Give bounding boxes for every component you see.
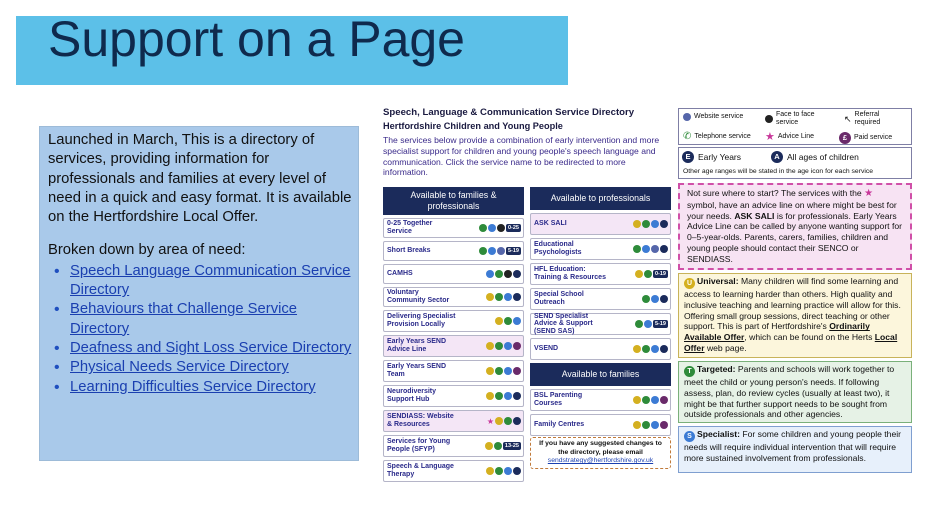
service-row[interactable] bbox=[530, 238, 671, 260]
service-row[interactable] bbox=[530, 338, 671, 360]
service-row[interactable] bbox=[530, 414, 671, 436]
directory-title: Speech, Language & Communication Service Directory bbox=[383, 107, 635, 118]
telephone-icon bbox=[642, 421, 650, 429]
service-row[interactable] bbox=[383, 385, 524, 407]
telephone-icon bbox=[642, 295, 650, 303]
learning-difficulties-directory-link[interactable]: Learning Difficulties Service Directory bbox=[70, 378, 316, 395]
face-to-face-icon bbox=[765, 115, 773, 123]
universal-text-2: , which can be found on the Herts bbox=[744, 332, 873, 343]
universal-text-3: web page. bbox=[706, 342, 747, 353]
deafness-directory-link[interactable]: Deafness and Sight Loss Service Directory bbox=[70, 339, 352, 356]
age-tag: 13-25 bbox=[504, 443, 519, 449]
web-icon bbox=[651, 396, 659, 404]
service-row[interactable] bbox=[530, 389, 671, 411]
service-name[interactable]: Neurodiversity Support Hub bbox=[387, 388, 437, 403]
icon-key bbox=[678, 108, 912, 145]
web-icon bbox=[504, 367, 512, 375]
age-tag: 5-19 bbox=[507, 248, 519, 254]
age-key-row bbox=[682, 151, 859, 163]
universal-icon bbox=[486, 392, 494, 400]
universal-icon bbox=[635, 270, 643, 278]
key-item bbox=[765, 133, 814, 141]
contact-text: If you have any suggested changes to the directory, please email bbox=[539, 440, 662, 456]
service-name[interactable]: SENDIASS: Website & Resources bbox=[387, 413, 454, 428]
service-name[interactable]: Early Years SEND Team bbox=[387, 363, 447, 378]
ask-sali-label: ASK SALI bbox=[734, 210, 775, 221]
families-only-heading: Available to families bbox=[530, 363, 671, 386]
web-icon bbox=[651, 220, 659, 228]
key-label: Face to face service bbox=[776, 111, 815, 126]
early-years-icon bbox=[660, 396, 668, 404]
professionals-heading: Available to professionals bbox=[530, 187, 671, 210]
web-icon bbox=[513, 317, 521, 325]
web-icon bbox=[504, 392, 512, 400]
list-item bbox=[48, 262, 352, 301]
universal-text: Many children will find some learning and access to learning harder than others. High quality and inclusive teaching and learning practice will allow for this. Offering small group sessions, direct teaching or other support. This is part of Hertfordshire's bbox=[684, 276, 901, 332]
service-row[interactable] bbox=[383, 218, 524, 238]
service-name[interactable]: Voluntary Community Sector bbox=[387, 289, 450, 304]
behaviours-directory-link[interactable]: Behaviours that Challenge Service Directory bbox=[70, 301, 298, 337]
all-ages-icon bbox=[660, 345, 668, 353]
service-name[interactable]: Family Centres bbox=[534, 421, 585, 429]
all-ages-icon bbox=[513, 270, 521, 278]
web-icon bbox=[651, 421, 659, 429]
service-name[interactable]: Short Breaks bbox=[387, 247, 431, 255]
telephone-icon: ✆ bbox=[683, 131, 692, 142]
web-icon bbox=[504, 293, 512, 301]
intro-box bbox=[39, 126, 359, 461]
telephone-icon bbox=[495, 367, 503, 375]
universal-icon bbox=[486, 342, 494, 350]
service-row[interactable] bbox=[383, 410, 524, 432]
local-offer-link[interactable]: Local Offer bbox=[684, 332, 898, 353]
service-row[interactable] bbox=[383, 460, 524, 482]
face-to-face-icon bbox=[504, 270, 512, 278]
list-item bbox=[48, 300, 352, 339]
contact-email-link[interactable]: sendstrategy@hertfordshire.gov.uk bbox=[547, 457, 654, 464]
telephone-icon bbox=[635, 320, 643, 328]
early-years-icon: E bbox=[682, 151, 694, 163]
breakdown-heading: Broken down by area of need: bbox=[48, 242, 246, 259]
professionals-column bbox=[530, 187, 671, 439]
web-icon bbox=[486, 270, 494, 278]
all-ages-icon bbox=[513, 293, 521, 301]
advice-line-star-icon: ★ bbox=[765, 131, 775, 143]
targeted-text: Parents and schools will work together to meet the child or young person's needs. If following assess, plan, do review cycles (usually at least two), it might be that further support needs to be sought from outside professionals and other agencies. bbox=[684, 364, 895, 420]
intro-paragraph: Launched in March, This is a directory of services, providing information for professionals and families at every level of need in a quick and easy format. It is available on the Hertfordshire Local Offer. bbox=[48, 132, 352, 226]
universal-box bbox=[678, 273, 912, 358]
specialist-label: Specialist: bbox=[697, 429, 740, 439]
list-item bbox=[48, 339, 352, 358]
telephone-icon bbox=[504, 417, 512, 425]
not-sure-text-1: Not sure where to start? The services with the bbox=[687, 188, 862, 198]
telephone-icon bbox=[479, 247, 487, 255]
universal-icon bbox=[486, 367, 494, 375]
service-row[interactable] bbox=[530, 313, 671, 335]
age-tag: 0-19 bbox=[654, 271, 666, 277]
early-years-label: Early Years bbox=[698, 152, 741, 162]
key-item bbox=[844, 111, 899, 127]
universal-icon bbox=[633, 220, 641, 228]
service-name[interactable]: HFL Education: Training & Resources bbox=[534, 266, 606, 281]
telephone-icon bbox=[495, 392, 503, 400]
service-name[interactable]: ASK SALI bbox=[534, 220, 567, 228]
website-icon bbox=[651, 245, 659, 253]
key-label: Website service bbox=[694, 113, 744, 120]
universal-icon bbox=[633, 396, 641, 404]
specialist-badge-icon: S bbox=[684, 431, 695, 442]
website-icon bbox=[497, 247, 505, 255]
specialist-box bbox=[678, 426, 912, 473]
website-icon bbox=[683, 113, 691, 121]
all-ages-icon bbox=[513, 467, 521, 475]
service-row[interactable] bbox=[383, 435, 524, 457]
service-name[interactable]: Services for Young People (SFYP) bbox=[387, 438, 451, 453]
service-row[interactable] bbox=[383, 335, 524, 357]
key-label: Referral required bbox=[854, 111, 881, 126]
service-row[interactable] bbox=[530, 288, 671, 310]
universal-icon bbox=[633, 345, 641, 353]
age-tag: 5-19 bbox=[654, 321, 666, 327]
directory-poster bbox=[383, 107, 675, 478]
telephone-icon bbox=[495, 467, 503, 475]
face-to-face-icon bbox=[497, 224, 505, 232]
early-years-icon bbox=[513, 367, 521, 375]
web-icon bbox=[488, 224, 496, 232]
all-ages-icon: A bbox=[771, 151, 783, 163]
telephone-icon bbox=[633, 245, 641, 253]
web-icon bbox=[504, 342, 512, 350]
ordinarily-available-offer-link[interactable]: Ordinarily Available Offer bbox=[684, 321, 870, 343]
age-note: Other age ranges will be stated in the age icon for each service bbox=[683, 168, 874, 175]
telephone-icon bbox=[642, 345, 650, 353]
web-icon bbox=[488, 247, 496, 255]
list-item bbox=[48, 358, 352, 377]
service-name[interactable]: Speech & Language Therapy bbox=[387, 463, 454, 478]
service-row[interactable] bbox=[383, 310, 524, 332]
all-ages-label: All ages of children bbox=[787, 152, 859, 162]
telephone-icon bbox=[642, 220, 650, 228]
web-icon bbox=[651, 295, 659, 303]
families-heading: Available to families & professionals bbox=[383, 187, 524, 215]
key-item bbox=[683, 133, 751, 141]
advice-line-star-icon: ★ bbox=[864, 188, 874, 199]
service-name[interactable]: SEND Specialist Advice & Support (SEND SAS) bbox=[534, 312, 593, 335]
service-row[interactable] bbox=[383, 287, 524, 307]
service-row[interactable] bbox=[383, 360, 524, 382]
not-sure-box bbox=[678, 183, 912, 270]
slc-directory-link[interactable]: Speech Language Communication Service Directory bbox=[70, 262, 351, 299]
universal-icon bbox=[486, 293, 494, 301]
directory-subtitle: Hertfordshire Children and Young People bbox=[383, 121, 563, 131]
slide-title: Support on a Page bbox=[48, 11, 465, 67]
telephone-icon bbox=[495, 293, 503, 301]
age-tag: 0-25 bbox=[507, 225, 519, 231]
universal-icon bbox=[486, 467, 494, 475]
targeted-box bbox=[678, 361, 912, 423]
service-name[interactable]: Special School Outreach bbox=[534, 291, 584, 306]
all-ages-icon bbox=[513, 392, 521, 400]
targeted-badge-icon: T bbox=[684, 366, 695, 377]
referral-arrow-icon: ↖ bbox=[844, 114, 852, 124]
telephone-icon bbox=[642, 396, 650, 404]
telephone-icon bbox=[479, 224, 487, 232]
age-key bbox=[678, 147, 912, 179]
telephone-icon bbox=[495, 270, 503, 278]
key-item bbox=[765, 111, 820, 127]
key-label: Paid service bbox=[854, 134, 893, 141]
telephone-icon bbox=[494, 442, 502, 450]
service-row[interactable] bbox=[530, 263, 671, 285]
telephone-icon bbox=[504, 317, 512, 325]
key-label: Telephone service bbox=[694, 133, 751, 140]
list-item bbox=[48, 378, 352, 397]
all-ages-icon bbox=[660, 245, 668, 253]
universal-icon bbox=[485, 442, 493, 450]
service-name[interactable]: 0-25 Together Service bbox=[387, 220, 433, 235]
paid-service-icon: £ bbox=[839, 132, 851, 144]
key-item bbox=[683, 113, 743, 121]
families-column bbox=[383, 187, 524, 485]
directory-description: The services below provide a combination of early intervention and more specialist support for children and young people's speech language and communication. Click the service name to be redirected to more information. bbox=[383, 135, 660, 178]
contact-box bbox=[530, 437, 671, 469]
early-years-icon bbox=[513, 342, 521, 350]
service-name[interactable]: Early Years SEND Advice Line bbox=[387, 338, 447, 353]
advice-line-star-icon: ★ bbox=[486, 416, 494, 426]
all-ages-icon bbox=[660, 295, 668, 303]
directory-links bbox=[48, 262, 352, 397]
universal-icon bbox=[495, 317, 503, 325]
all-ages-icon bbox=[513, 417, 521, 425]
universal-label: Universal: bbox=[697, 276, 739, 286]
telephone-icon bbox=[644, 270, 652, 278]
key-item bbox=[839, 132, 892, 144]
all-ages-icon bbox=[660, 220, 668, 228]
service-row[interactable] bbox=[383, 264, 524, 284]
targeted-label: Targeted: bbox=[697, 364, 736, 374]
service-name[interactable]: BSL Parenting Courses bbox=[534, 392, 583, 407]
service-row[interactable] bbox=[383, 241, 524, 261]
universal-badge-icon: U bbox=[684, 278, 695, 289]
service-name[interactable]: Educational Psychologists bbox=[534, 241, 582, 256]
not-sure-text-2: symbol, have an advice line on where might be best for your needs. bbox=[687, 199, 897, 221]
telephone-icon bbox=[495, 342, 503, 350]
service-name[interactable]: CAMHS bbox=[387, 270, 413, 278]
service-name[interactable]: VSEND bbox=[534, 345, 559, 353]
physical-needs-directory-link[interactable]: Physical Needs Service Directory bbox=[70, 359, 289, 376]
web-icon bbox=[504, 467, 512, 475]
service-row[interactable] bbox=[530, 213, 671, 235]
universal-icon bbox=[633, 421, 641, 429]
specialist-text: For some children and young people their needs will require individual intervention that will require more sustained involvement from professionals. bbox=[684, 429, 901, 463]
service-name[interactable]: Delivering Specialist Provision Locally bbox=[387, 313, 456, 328]
early-years-icon bbox=[660, 421, 668, 429]
universal-icon bbox=[495, 417, 503, 425]
key-label: Advice Line bbox=[777, 133, 815, 140]
web-icon bbox=[651, 345, 659, 353]
not-sure-text-3: is for professionals. Early Years Advice Line can be called by anyone wanting support for 0–5-year-olds. Parents, carers, families, children and young people should contact their SENCO or SENDIASS. bbox=[687, 210, 902, 264]
web-icon bbox=[642, 245, 650, 253]
web-icon bbox=[644, 320, 652, 328]
